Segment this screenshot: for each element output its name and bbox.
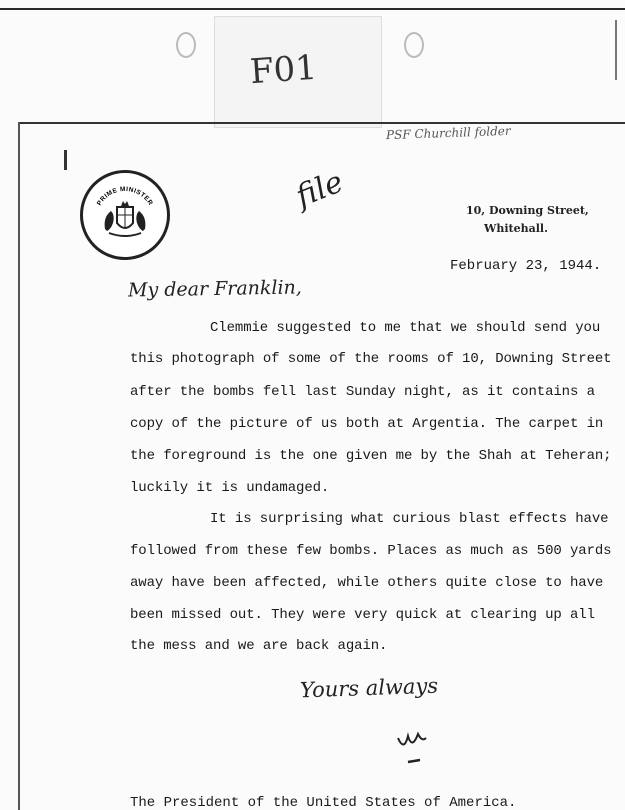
archive-note: PSF Churchill folder (385, 123, 511, 143)
body-line: the foreground is the one given me by the Shah at Teheran; (130, 448, 612, 464)
seal-emblem (83, 173, 167, 257)
file-annotation: file (291, 164, 349, 215)
body-line: away have been affected, while others quite close to have (130, 575, 604, 591)
recipient-line: The President of the United States of America. (130, 795, 517, 810)
page-edge (615, 20, 617, 80)
seal-text: PRIME MINISTER (95, 185, 155, 207)
signature-mark (394, 724, 434, 772)
body-line: copy of the picture of us both at Argentia. The carpet in (130, 416, 604, 432)
letter-top-edge (20, 122, 625, 124)
body-line: Clemmie suggested to me that we should send you (210, 320, 601, 336)
body-line: luckily it is undamaged. (130, 480, 330, 496)
letter-date: February 23, 1944. (450, 258, 602, 274)
signature-initials (394, 724, 434, 778)
body-line: It is surprising what curious blast effects have (210, 511, 609, 527)
address-line-1: 10, Downing Street, (466, 204, 589, 217)
letter-left-edge (18, 122, 20, 810)
body-line: been missed out. They were very quick at clearing up all (130, 607, 595, 623)
body-line: followed from these few bombs. Places as much as 500 yards (130, 543, 612, 559)
punch-hole (404, 32, 424, 58)
address-line-2: Whitehall. (484, 222, 548, 235)
body-line: the mess and we are back again. (130, 638, 388, 654)
body-line: after the bombs fell last Sunday night, as it contains a (130, 384, 595, 400)
prime-minister-seal (80, 170, 170, 260)
closing: Yours always (299, 673, 439, 703)
page-edge (0, 8, 625, 10)
pencil-mark (64, 150, 67, 170)
punch-hole (176, 32, 196, 58)
folder-label: F01 (248, 47, 319, 93)
salutation: My dear Franklin, (127, 276, 303, 302)
body-line: this photograph of some of the rooms of 10, Downing Street (130, 351, 612, 367)
